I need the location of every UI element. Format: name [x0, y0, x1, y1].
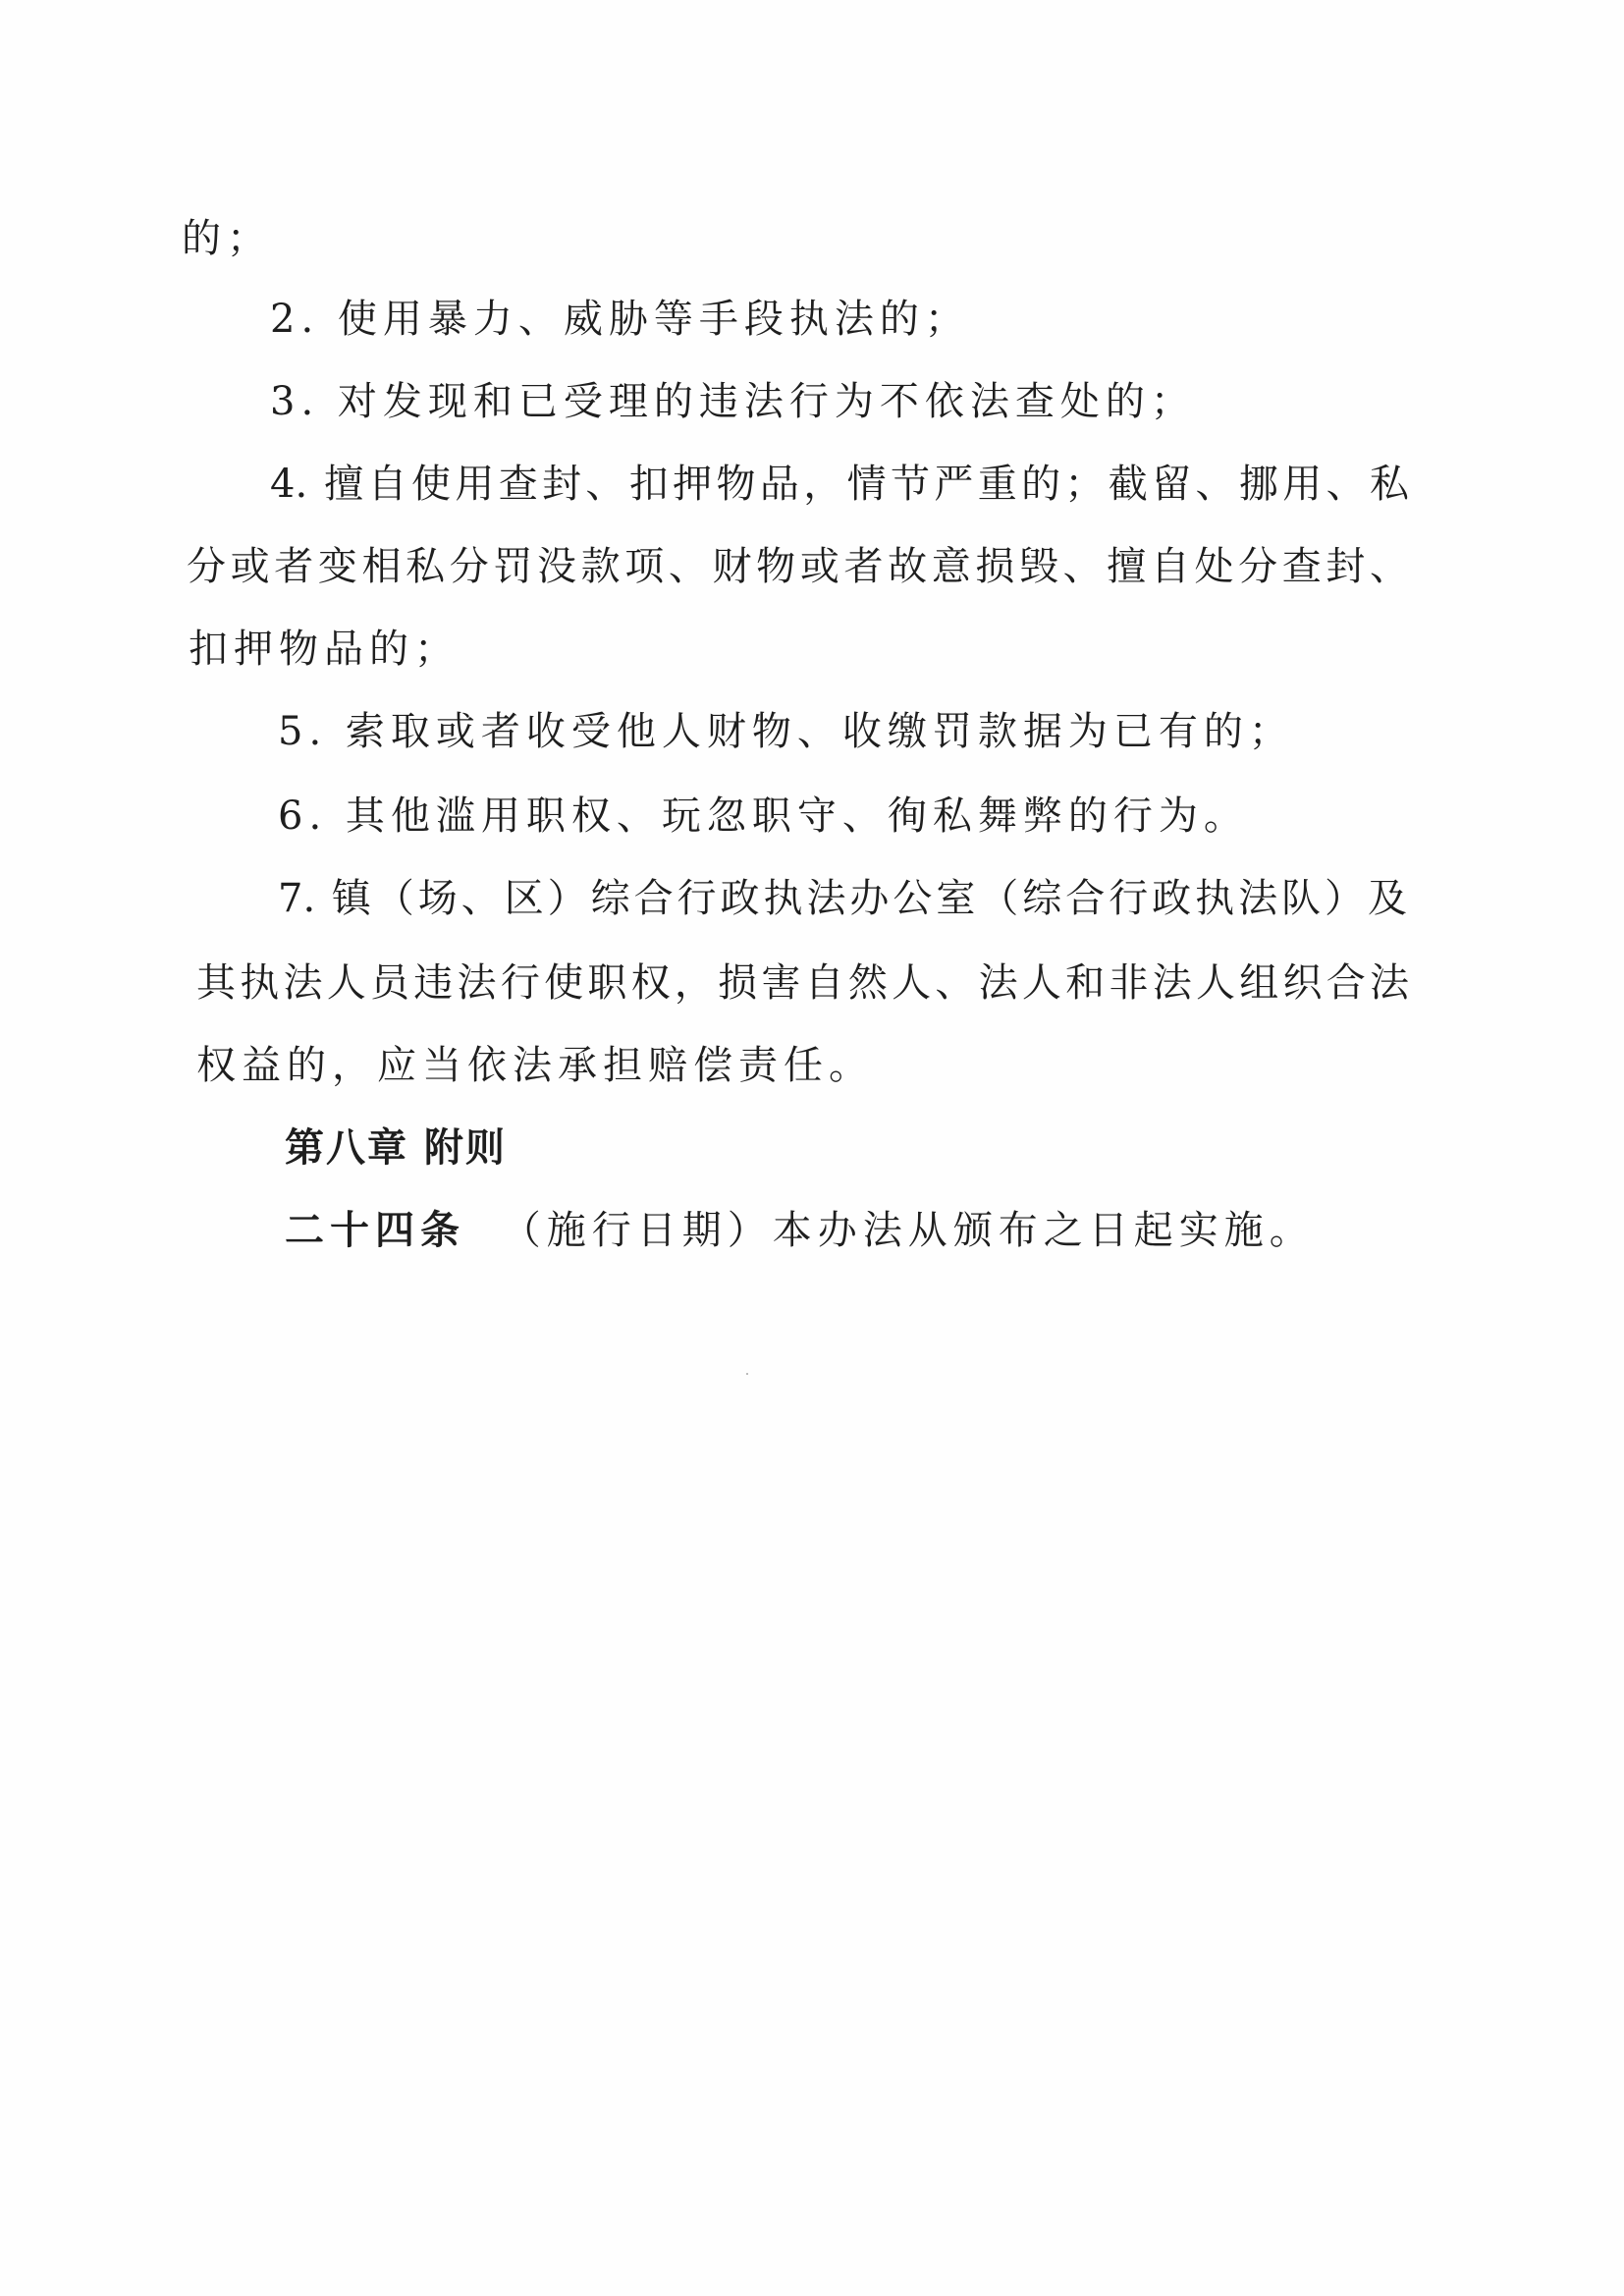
text-line-2: 2. 使用暴力、威胁等手段执法的； [270, 297, 970, 342]
text-line-7: 5. 索取或者收受他人财物、收缴罚款据为已有的； [278, 709, 1294, 754]
text-line-11: 权益的，应当依法承担赔偿责任。 [196, 1043, 874, 1088]
final-article [285, 1206, 1315, 1255]
text-line-5: 分或者变相私分罚没款项、财物或者故意损毁、擅自处分查封、 [187, 544, 1409, 589]
text-line-6: 扣押物品的； [189, 627, 460, 672]
scan-speck [746, 1373, 748, 1375]
text-line-9: 7. 镇（场、区）综合行政执法办公室（综合行政执法队）及 [278, 876, 1407, 921]
text-line-3: 3. 对发现和已受理的违法行为不依法查处的； [270, 379, 1196, 424]
chapter-heading: 第八章 附则 [285, 1125, 507, 1171]
text-line-1: 的； [182, 216, 272, 261]
text-line-4: 4. 擅自使用查封、扣押物品，情节严重的；截留、挪用、私 [270, 462, 1409, 507]
article-text: （施行日期）本办法从颁布之日起实施。 [501, 1208, 1315, 1253]
text-line-8: 6. 其他滥用职权、玩忽职守、徇私舞弊的行为。 [278, 793, 1249, 839]
article-number: 二十四条 [285, 1208, 465, 1253]
text-line-10: 其执法人员违法行使职权，损害自然人、法人和非法人组织合法 [196, 960, 1409, 1006]
